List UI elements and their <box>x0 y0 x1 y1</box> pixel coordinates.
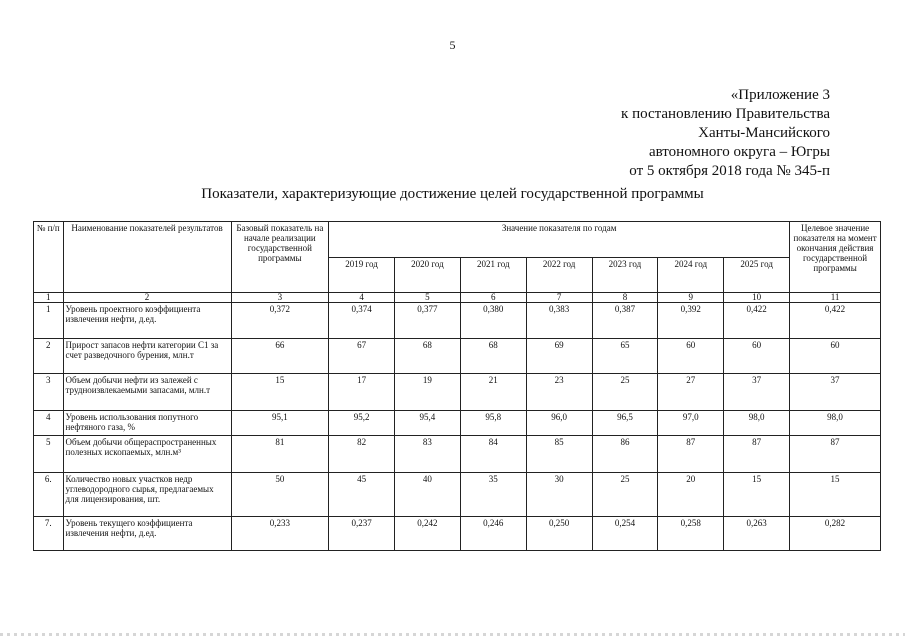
row-indicator-name: Объем добычи общераспространенных полезных ископаемых, млн.м³ <box>63 436 231 473</box>
column-number: 6 <box>460 293 526 303</box>
row-number: 4 <box>34 411 64 436</box>
row-base-value: 15 <box>231 374 329 411</box>
row-base-value: 81 <box>231 436 329 473</box>
row-year-value: 85 <box>526 436 592 473</box>
row-year-value: 0,387 <box>592 303 658 339</box>
row-year-value: 69 <box>526 339 592 374</box>
row-year-value: 15 <box>724 473 790 517</box>
row-year-value: 0,374 <box>329 303 395 339</box>
row-year-value: 23 <box>526 374 592 411</box>
row-indicator-name: Объем добычи нефти из залежей с трудноизвлекаемыми запасами, млн.т <box>63 374 231 411</box>
table-row <box>34 303 881 339</box>
scan-artifact-line <box>0 633 905 636</box>
table-body <box>34 303 881 551</box>
row-year-value: 60 <box>724 339 790 374</box>
row-year-value: 21 <box>460 374 526 411</box>
row-year-value: 65 <box>592 339 658 374</box>
row-year-value: 0,422 <box>724 303 790 339</box>
row-base-value: 50 <box>231 473 329 517</box>
row-year-value: 97,0 <box>658 411 724 436</box>
row-year-value: 25 <box>592 473 658 517</box>
document-title: Показатели, характеризующие достижение целей государственной программы <box>201 186 704 202</box>
approval-line-1: «Приложение 3 <box>730 87 830 103</box>
row-year-value: 95,8 <box>460 411 526 436</box>
row-year-value: 95,2 <box>329 411 395 436</box>
row-year-value: 82 <box>329 436 395 473</box>
row-year-value: 0,250 <box>526 517 592 551</box>
row-year-value: 98,0 <box>724 411 790 436</box>
header-year: 2022 год <box>526 257 592 293</box>
row-year-value: 19 <box>395 374 461 411</box>
column-number: 2 <box>63 293 231 303</box>
header-years-group: Значение показателя по годам <box>329 222 790 258</box>
column-number: 10 <box>724 293 790 303</box>
column-number: 9 <box>658 293 724 303</box>
row-year-value: 95,4 <box>395 411 461 436</box>
approval-block <box>621 86 830 181</box>
row-year-value: 87 <box>724 436 790 473</box>
row-indicator-name: Уровень использования попутного нефтяного газа, % <box>63 411 231 436</box>
approval-line-4: автономного округа – Югры <box>648 144 830 160</box>
approval-line-2: к постановлению Правительства <box>621 106 830 122</box>
row-year-value: 27 <box>658 374 724 411</box>
header-target: Целевое значение показателя на момент окончания действия государственной программы <box>790 222 881 293</box>
row-year-value: 0,258 <box>658 517 724 551</box>
row-indicator-name: Прирост запасов нефти категории С1 за счет разведочного бурения, млн.т <box>63 339 231 374</box>
row-year-value: 84 <box>460 436 526 473</box>
row-number: 6. <box>34 473 64 517</box>
row-year-value: 0,383 <box>526 303 592 339</box>
row-indicator-name: Уровень проектного коэффициента извлечения нефти, д.ед. <box>63 303 231 339</box>
column-number: 8 <box>592 293 658 303</box>
table-row <box>34 411 881 436</box>
column-number: 11 <box>790 293 881 303</box>
row-indicator-name: Количество новых участков недр углеводородного сырья, предлагаемых для лицензирования, шт. <box>63 473 231 517</box>
row-year-value: 0,254 <box>592 517 658 551</box>
row-base-value: 0,372 <box>231 303 329 339</box>
row-year-value: 40 <box>395 473 461 517</box>
row-target-value: 0,282 <box>790 517 881 551</box>
approval-line-3: Ханты-Мансийского <box>698 125 830 141</box>
row-year-value: 60 <box>658 339 724 374</box>
table-row <box>34 473 881 517</box>
row-year-value: 68 <box>395 339 461 374</box>
header-year: 2020 год <box>395 257 461 293</box>
table-row <box>34 339 881 374</box>
row-base-value: 95,1 <box>231 411 329 436</box>
column-number: 3 <box>231 293 329 303</box>
row-base-value: 0,233 <box>231 517 329 551</box>
row-year-value: 37 <box>724 374 790 411</box>
row-year-value: 0,377 <box>395 303 461 339</box>
row-year-value: 0,242 <box>395 517 461 551</box>
column-number-row <box>34 293 881 303</box>
page-number: 5 <box>449 38 456 52</box>
row-year-value: 20 <box>658 473 724 517</box>
row-year-value: 17 <box>329 374 395 411</box>
table-row <box>34 517 881 551</box>
row-year-value: 0,246 <box>460 517 526 551</box>
header-row-1 <box>34 222 881 258</box>
row-year-value: 0,237 <box>329 517 395 551</box>
row-indicator-name: Уровень текущего коэффициента извлечения нефти, д.ед. <box>63 517 231 551</box>
column-number: 7 <box>526 293 592 303</box>
column-number: 4 <box>329 293 395 303</box>
row-number: 3 <box>34 374 64 411</box>
indicators-table <box>33 221 881 551</box>
row-number: 7. <box>34 517 64 551</box>
row-year-value: 45 <box>329 473 395 517</box>
row-target-value: 60 <box>790 339 881 374</box>
row-target-value: 0,422 <box>790 303 881 339</box>
row-year-value: 25 <box>592 374 658 411</box>
row-target-value: 87 <box>790 436 881 473</box>
header-year: 2023 год <box>592 257 658 293</box>
row-year-value: 0,392 <box>658 303 724 339</box>
column-number: 1 <box>34 293 64 303</box>
row-year-value: 0,380 <box>460 303 526 339</box>
row-target-value: 98,0 <box>790 411 881 436</box>
row-year-value: 68 <box>460 339 526 374</box>
row-year-value: 0,263 <box>724 517 790 551</box>
row-number: 1 <box>34 303 64 339</box>
row-base-value: 66 <box>231 339 329 374</box>
header-year: 2025 год <box>724 257 790 293</box>
header-base: Базовый показатель на начале реализации государственной программы <box>231 222 329 293</box>
row-year-value: 67 <box>329 339 395 374</box>
row-year-value: 96,0 <box>526 411 592 436</box>
header-name: Наименование показателей результатов <box>63 222 231 293</box>
row-year-value: 86 <box>592 436 658 473</box>
row-number: 5 <box>34 436 64 473</box>
header-year: 2019 год <box>329 257 395 293</box>
row-number: 2 <box>34 339 64 374</box>
row-year-value: 83 <box>395 436 461 473</box>
row-year-value: 87 <box>658 436 724 473</box>
header-year: 2021 год <box>460 257 526 293</box>
approval-line-5: от 5 октября 2018 года № 345-п <box>629 163 830 179</box>
row-year-value: 35 <box>460 473 526 517</box>
column-number: 5 <box>395 293 461 303</box>
header-num: № п/п <box>34 222 64 293</box>
table-row <box>34 436 881 473</box>
row-target-value: 37 <box>790 374 881 411</box>
row-target-value: 15 <box>790 473 881 517</box>
row-year-value: 96,5 <box>592 411 658 436</box>
row-year-value: 30 <box>526 473 592 517</box>
header-year: 2024 год <box>658 257 724 293</box>
table-row <box>34 374 881 411</box>
